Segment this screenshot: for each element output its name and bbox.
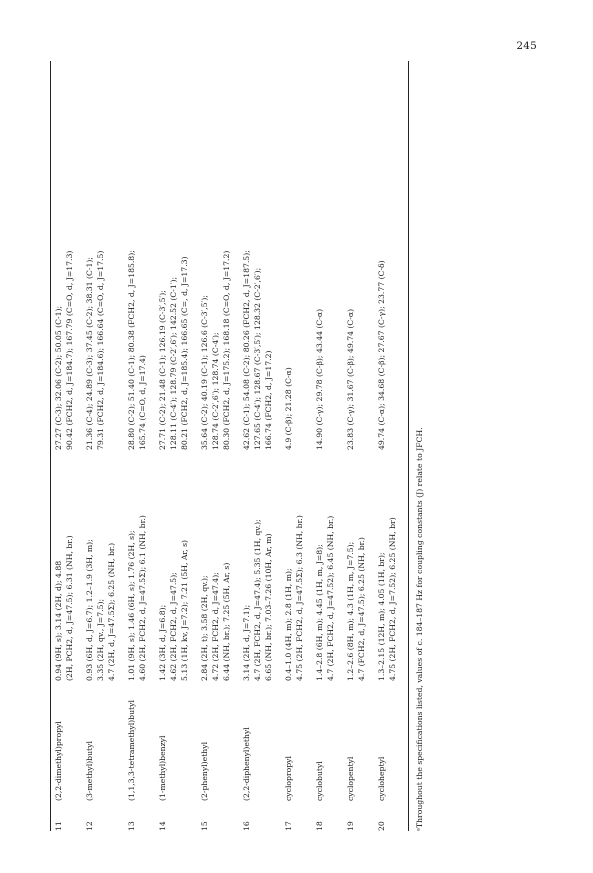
c-nmr-line: 14.90 (C-γ); 29.78 (C-β); 43.44 (C-α) <box>315 308 324 450</box>
h-nmr-line: 2.84 (2H, t); 3.58 (2H, qv.); <box>200 575 209 681</box>
page-number: 245 <box>516 40 537 52</box>
h-nmr-line: 4.72 (2H, FCH2, d, J=47.4); <box>211 572 220 681</box>
h-nmr-line: 4.7 (2H, FCH2, d, J=47.52); 6.45 (NH, br.) <box>326 515 335 681</box>
compound-number: 11 <box>54 821 63 831</box>
h-nmr-line: 6.65 (NH, br.); 7.03–7.26 (10H, Ar, m) <box>264 533 273 681</box>
substituent-name: (2,2-diphenyl)ethyl <box>242 727 251 801</box>
h-nmr-cell <box>53 450 84 681</box>
rotated-table-region <box>46 61 438 831</box>
c-nmr-line: 80.30 (FCH2, d, J=175.2); 168.18 (C=O, d, J=17.2) <box>222 250 231 450</box>
table-top-rule <box>50 61 51 831</box>
c-nmr-line: 28.80 (C-2); 51.40 (C-1); 80.38 (FCH2, d, J=185.8); <box>127 250 136 450</box>
table-row <box>199 61 241 831</box>
c-nmr-cell <box>53 61 84 450</box>
c-nmr-cell <box>241 61 283 450</box>
h-nmr-cell <box>157 450 199 681</box>
h-nmr-line: 0.94 (9H, s); 3.14 (2H, d); 4.88 <box>54 560 63 681</box>
h-nmr-cell <box>345 450 376 681</box>
table-row <box>376 61 407 831</box>
c-nmr-line: 21.36 (C-4); 24.89 (C-3); 37.45 (C-2); 38.31 (C-1); <box>85 257 94 450</box>
substituent-name: (1-methyl)benzyl <box>158 735 167 801</box>
h-nmr-line: 4.62 (2H, FCH2, d, J=47.5); <box>169 572 178 681</box>
h-nmr-line: 1.4–2.8 (6H, m); 4.45 (1H, m, J=8); <box>315 544 324 681</box>
h-nmr-line: 4.75 (2H, FCH2, d, J=47.5Σ); 6.3 (NH, br.) <box>295 515 304 681</box>
h-nmr-cell <box>241 450 283 681</box>
h-nmr-line: 1.2–2.6 (8H, m); 4.3 (1H, m, J=7.5); <box>346 541 355 681</box>
c-nmr-cell <box>376 61 407 450</box>
h-nmr-line: 3.14 (2H, d, J=7.1); <box>242 604 251 681</box>
table-row <box>345 61 376 831</box>
compound-number: 12 <box>85 821 94 831</box>
c-nmr-line: 35.64 (C-2); 40.19 (C-1); 126.6 (C-3′,5′); <box>200 295 209 450</box>
c-nmr-line: 49.74 (C-α); 34.68 (C-β); 27.67 (C-γ); 23.77 (C-δ) <box>377 260 386 450</box>
compound-number: 16 <box>242 821 251 831</box>
h-nmr-line: 0.4–1.0 (4H, m); 2.8 (1H, m); <box>284 568 293 681</box>
h-nmr-cell <box>314 450 345 681</box>
substituent-name: (2,2-dimethyl)propyl <box>54 721 63 801</box>
h-nmr-line: 4.7 (2H, d, J=47.5Σ); 6.25 (NH, br.) <box>107 542 116 681</box>
c-nmr-cell <box>84 61 126 450</box>
c-nmr-line: 166.74 (FCH2, d, J=17.2) <box>264 350 273 450</box>
substituent-name: cyclopentyl <box>346 756 355 801</box>
c-nmr-line: 79.31 (FCH2, d, J=184.6); 166.64 (C=O, d, J=17.5) <box>96 250 105 450</box>
h-nmr-line: 1.42 (3H, d, J=6.8); <box>158 604 167 681</box>
compound-number: 14 <box>158 821 167 831</box>
c-nmr-cell <box>345 61 376 450</box>
table-bottom-rule <box>408 61 409 831</box>
c-nmr-line: 27.27 (C-3); 32.06 (C-2); 50.05 (C-1); <box>54 305 63 450</box>
h-nmr-line: 4.60 (2H, FCH2, d, J=47.5Σ); 6.1 (NH, br.) <box>138 515 147 681</box>
h-nmr-cell <box>84 450 126 681</box>
c-nmr-line: 42.62 (C-1); 54.08 (C-2); 80.26 (FCH2, d, J=187.5); <box>242 250 251 450</box>
h-nmr-cell <box>283 450 314 681</box>
table-row <box>126 61 157 831</box>
c-nmr-cell <box>126 61 157 450</box>
h-nmr-line: 4.75 (2H, FCH2, d, J=7.52); 6.25 (NH, br) <box>388 517 397 681</box>
h-nmr-line: 1.01 (9H, s); 1.46 (6H, s); 1.76 (2H, s); <box>127 530 136 681</box>
table-row <box>283 61 314 831</box>
table-row <box>241 61 283 831</box>
compound-number: 15 <box>200 821 209 831</box>
c-nmr-line: 128.74 (C-2′,6′); 128.74 (C-4′); <box>211 332 220 450</box>
c-nmr-cell <box>314 61 345 450</box>
table-row <box>314 61 345 831</box>
h-nmr-cell <box>199 450 241 681</box>
substituent-name: (2-phenyl)ethyl <box>200 741 209 801</box>
compound-number: 13 <box>127 821 136 831</box>
substituent-name: cycloheptyl <box>377 756 386 801</box>
c-nmr-line: 27.71 (C-2); 21.48 (C-1); 126.19 (C-3′,5′); <box>158 290 167 450</box>
table-footnote: ᵃThroughout the specifications listed, values of c. 184–187 Hz for coupling constants (J) relate to JFCH. <box>415 427 424 831</box>
table-row <box>157 61 199 831</box>
h-nmr-line: 6.44 (NH, br.); 7.25 (5H, Ar, s) <box>222 562 231 681</box>
table-row <box>53 61 84 831</box>
h-nmr-line: 3.35 (2H, qv., J=7.5); <box>96 598 105 681</box>
h-nmr-line: 5.13 (1H, kv, J=7.2); 7.21 (5H, Ar, s) <box>180 539 189 681</box>
table-body <box>53 61 407 831</box>
substituent-name: cyclopropyl <box>284 756 293 801</box>
substituent-name: (1,1,3,3-tetramethyl)butyl <box>127 700 136 801</box>
substituent-name: cyclobutyl <box>315 761 324 801</box>
nmr-data-table <box>53 61 407 831</box>
h-nmr-line: (2H, PCH2, d, J=47.5); 6.31 (NH, br.) <box>65 535 74 681</box>
substituent-name: (3-methyl)butyl <box>85 741 94 801</box>
h-nmr-cell <box>376 450 407 681</box>
c-nmr-line: 127.65 (C-4′); 128.67 (C-3′,5′); 128.32 (C-2′,6′); <box>253 267 262 450</box>
c-nmr-line: 23.83 (C-γ); 31.67 (C-β); 49.74 (C-α) <box>346 308 355 450</box>
c-nmr-cell <box>283 61 314 450</box>
compound-number: 19 <box>346 821 355 831</box>
h-nmr-line: 1.3–2.15 (12H, m); 4.05 (1H, br); <box>377 552 386 681</box>
c-nmr-line: 90.42 (FCH2, d, J=184.7); 167.79 (C=O, d, J=17.3) <box>65 250 74 450</box>
c-nmr-line: 165.74 (C=O, d, J=17.4) <box>138 355 147 450</box>
h-nmr-line: 4.7 (FCH2, d, J=47.5); 6.25 (NH, br.) <box>357 537 366 681</box>
table-row <box>84 61 126 831</box>
h-nmr-cell <box>126 450 157 681</box>
c-nmr-line: 80.21 (FCH2, d, J=185.4); 166.65 (C=, d, J=17.3) <box>180 256 189 450</box>
c-nmr-cell <box>157 61 199 450</box>
h-nmr-line: 4.7 (2H, FCH2, d, J=47.4); 5.35 (1H, qv.); <box>253 519 262 681</box>
c-nmr-line: 128.11 (C-4′); 128.79 (C-2′,6′); 142.52 (C-1′); <box>169 276 178 450</box>
compound-number: 20 <box>377 821 386 831</box>
h-nmr-line: 0.93 (6H, d, J=6.7); 1.2–1.9 (3H, m); <box>85 539 94 681</box>
c-nmr-cell <box>199 61 241 450</box>
c-nmr-line: 4.9 (C-β); 21.28 (C-α) <box>284 367 293 450</box>
compound-number: 17 <box>284 821 293 831</box>
compound-number: 18 <box>315 821 324 831</box>
